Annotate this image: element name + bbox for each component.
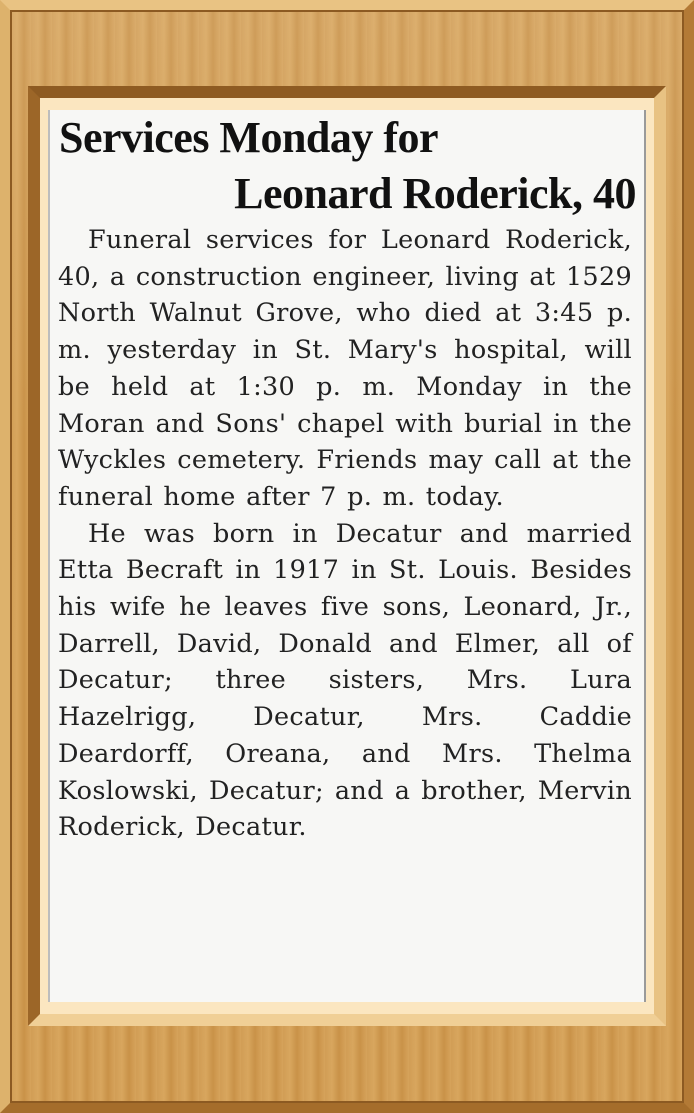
headline-line-2: Leonard Roderick, 40 <box>234 169 636 218</box>
headline <box>50 110 644 222</box>
article-paragraph-2: He was born in Decatur and married Etta Becraft in 1917 in St. Louis. Besides his wife he leaves five sons, Leonard, Jr., Darrell, David, Donald and Elmer, all of Decatur; three sisters, Mrs. Lura Hazelrigg, Decatur, Mrs. Caddie Deardorff, Oreana, and Mrs. Thelma Koslowski, Decatur; and a brother, Mervin Roderick, Decatur. <box>58 518 632 843</box>
article-body <box>50 222 644 846</box>
article-paragraph-1: Funeral services for Leonard Roderick, 40, a construction engineer, living at 1529 North Walnut Grove, who died at 3:45 p. m. yesterday in St. Mary's hospital, will be held at 1:30 p. m. Monday in the Moran and Sons' chapel with burial in the Wyckles cemetery. Friends may call at the funeral home after 7 p. m. today. <box>58 225 632 512</box>
headline-line-1: Services Monday for <box>59 113 439 162</box>
newspaper-clipping <box>48 110 646 1002</box>
